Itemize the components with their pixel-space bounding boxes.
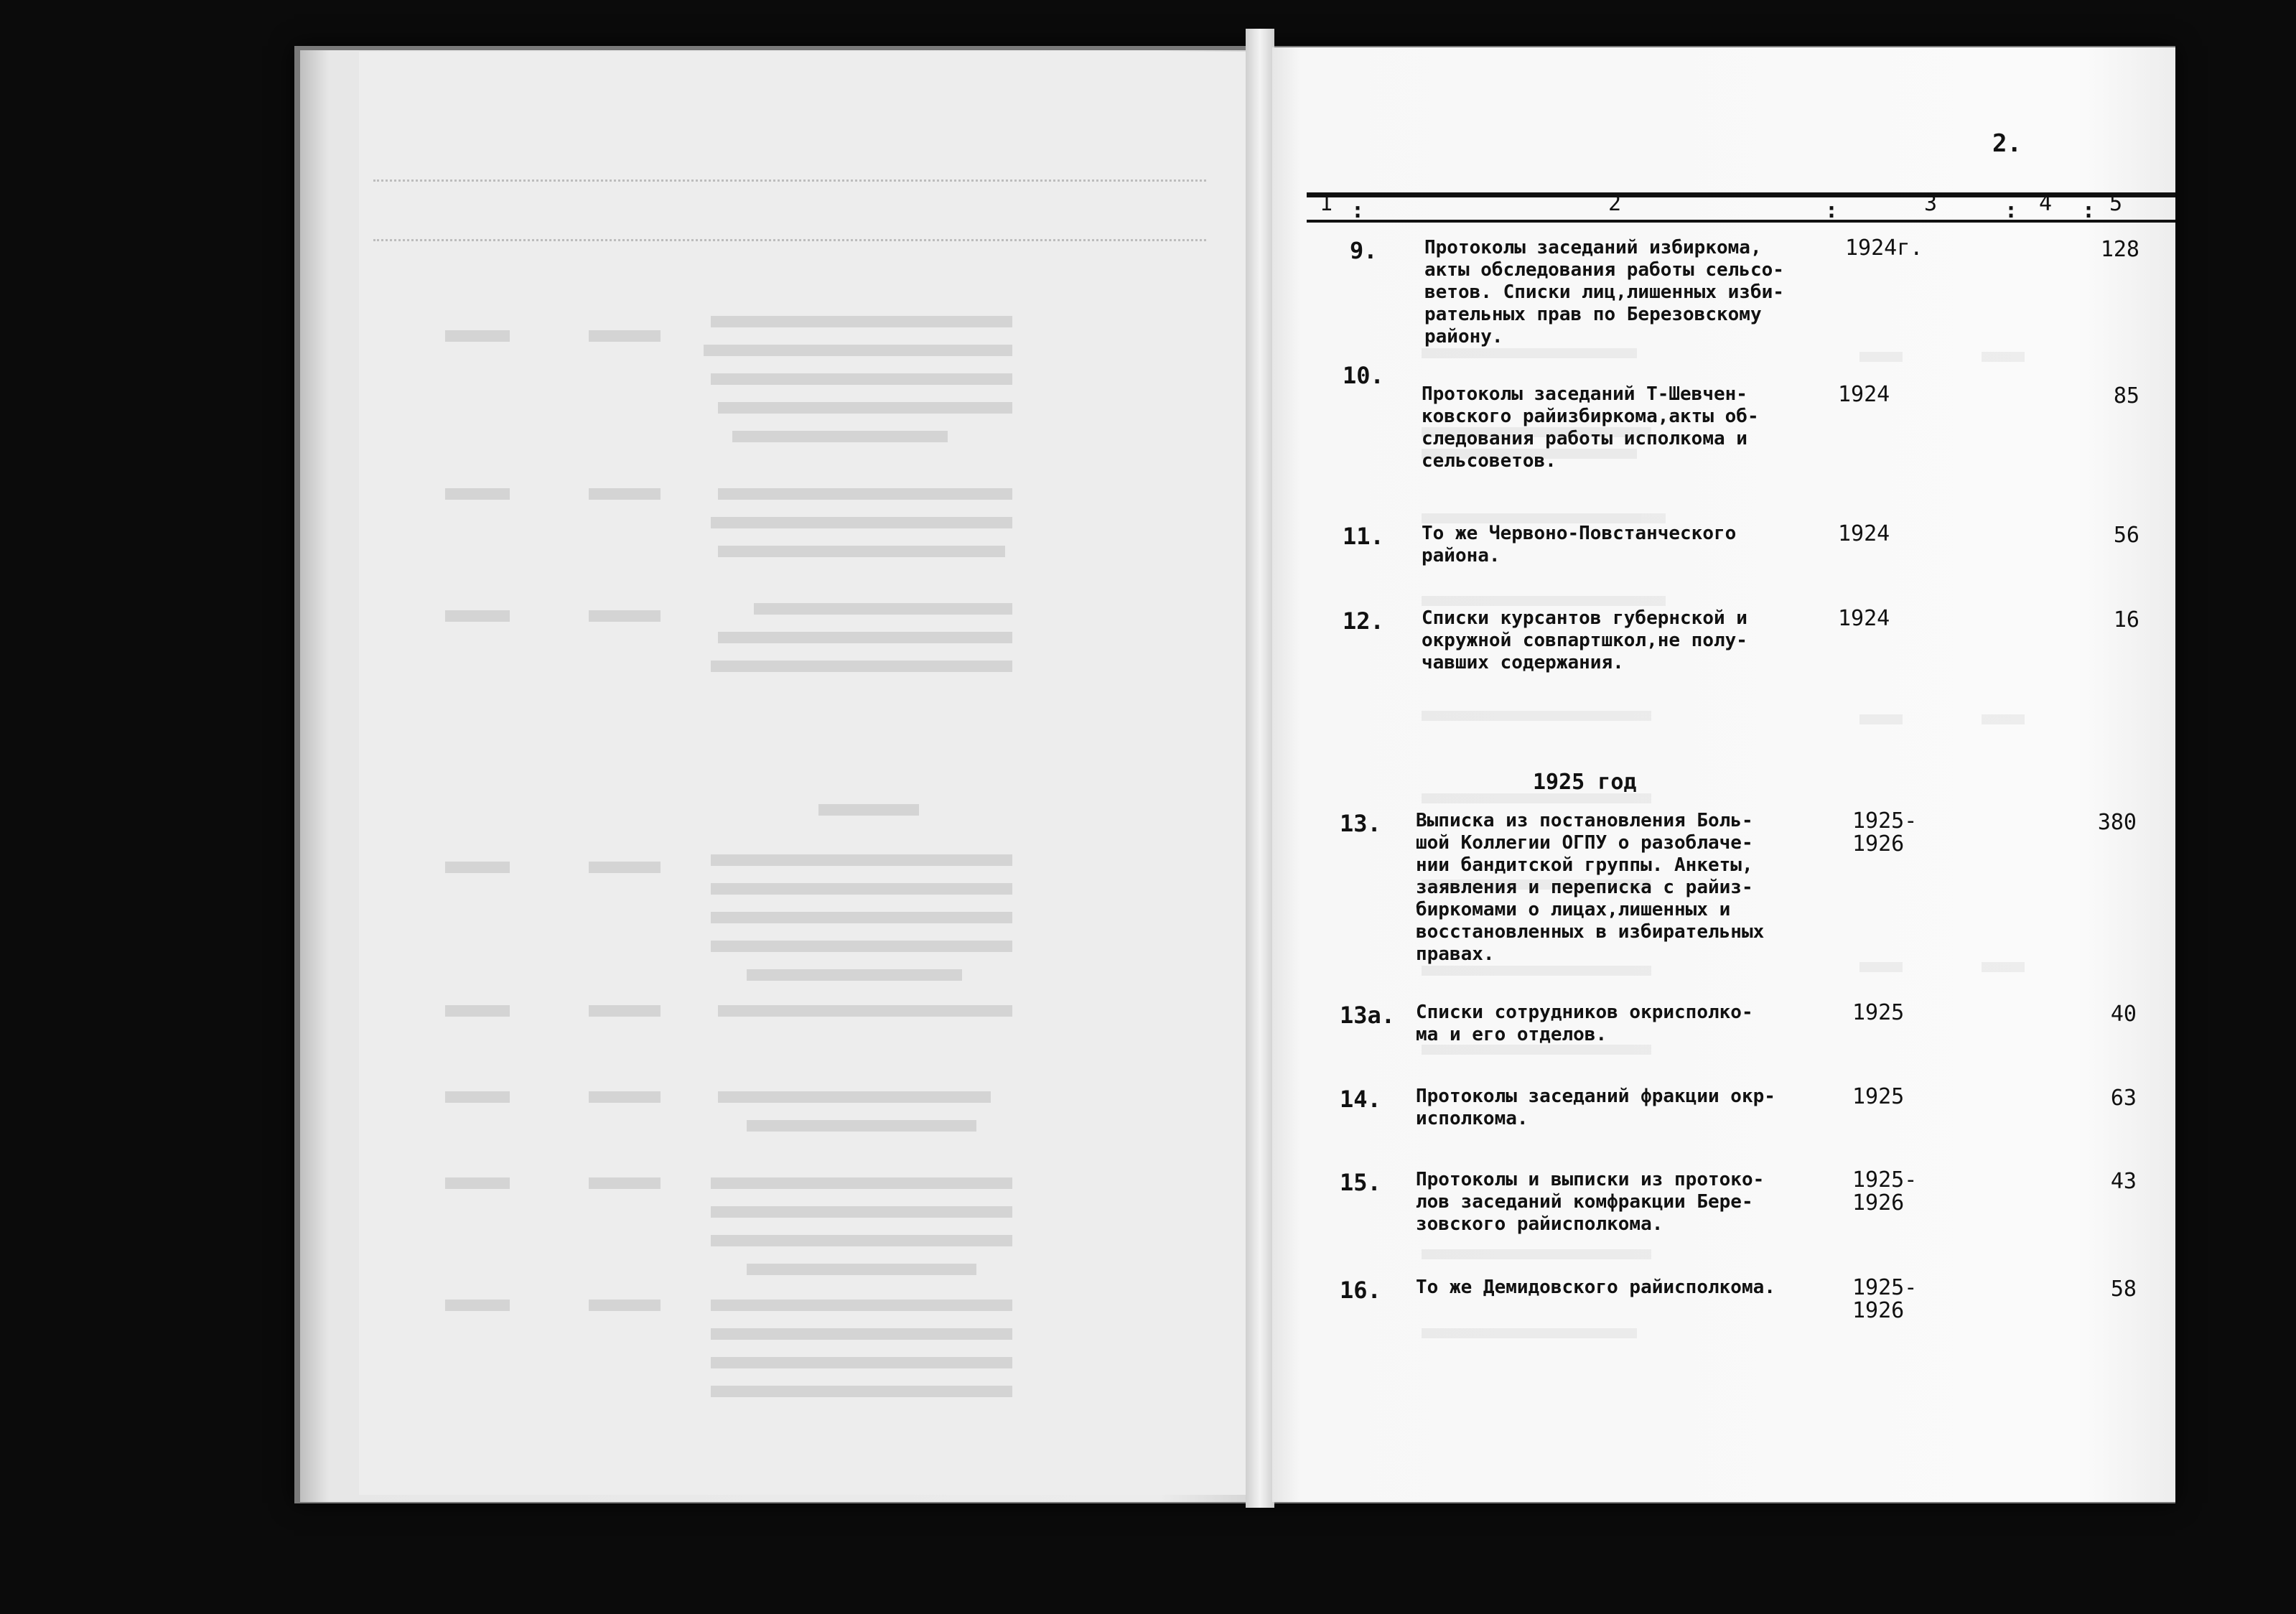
year-section-heading: 1925 год [1533, 770, 1637, 795]
entry-number: 16. [1340, 1277, 1381, 1304]
entry-sheet-count: 58 [2110, 1277, 2137, 1302]
entry-number: 15. [1340, 1169, 1381, 1196]
column-header-1: 1 [1320, 191, 1333, 216]
entry-years: 1925- 1926 [1852, 1167, 1918, 1216]
entry-number: 10. [1343, 362, 1384, 389]
entry-years: 1925 [1852, 1084, 1905, 1109]
entry-number: 13а. [1340, 1002, 1396, 1029]
entry-years: 1924 [1838, 521, 1890, 546]
column-header-2: 2 [1608, 191, 1622, 216]
entry-sheet-count: 85 [2113, 383, 2139, 409]
column-separator: : [2082, 198, 2096, 223]
entry-sheet-count: 16 [2113, 607, 2139, 633]
entry-title: То же Червоно-Повстанческого района. [1422, 523, 1737, 566]
entry-sheet-count: 63 [2110, 1086, 2137, 1111]
entry-years: 1925 [1852, 1000, 1905, 1025]
page-number: 2. [1992, 129, 2022, 158]
column-header-4: 4 [2039, 191, 2053, 216]
entry-title: Протоколы и выписки из протоко- лов заседаний комфракции Бере- зовского райисполкома. [1416, 1169, 1765, 1235]
column-separator: : [1825, 198, 1839, 223]
column-separator: : [2005, 198, 2018, 223]
entry-sheet-count: 43 [2110, 1169, 2137, 1194]
column-header-5: 5 [2109, 191, 2123, 216]
table-header-bottom-rule [1307, 220, 2175, 223]
entry-number: 14. [1340, 1086, 1381, 1113]
entry-number: 13. [1340, 810, 1381, 837]
entry-years: 1925- 1926 [1852, 808, 1918, 857]
entry-title: Протоколы заседаний Т-Шевчен- ковского райизбиркома,акты об- следования работы исполкома и сельсоветов. [1422, 383, 1759, 472]
entry-title: Списки сотрудников окрисполко- ма и его отделов. [1416, 1002, 1753, 1045]
entry-years: 1924г. [1845, 235, 1923, 261]
entry-number: 12. [1343, 607, 1384, 635]
column-header-3: 3 [1924, 191, 1938, 216]
entry-title: Протоколы заседаний фракции окр- исполкома. [1416, 1086, 1775, 1129]
entry-title: Списки курсантов губернской и окружной совпартшкол,не полу- чавших содержания. [1422, 607, 1747, 673]
entry-sheet-count: 380 [2097, 810, 2137, 835]
entry-sheet-count: 40 [2110, 1002, 2137, 1027]
entry-number: 9. [1350, 237, 1378, 264]
entry-sheet-count: 56 [2113, 523, 2139, 548]
entry-title: Протоколы заседаний избиркома, акты обследования работы сельсо- ветов. Списки лиц,лишенных изби- рательных прав по Березовскому району. [1424, 237, 1784, 347]
column-separator: : [1351, 198, 1365, 223]
entry-sheet-count: 128 [2100, 237, 2139, 262]
entry-years: 1925- 1926 [1852, 1275, 1918, 1323]
entry-title: То же Демидовского райисполкома. [1416, 1277, 1775, 1298]
entry-years: 1924 [1838, 606, 1890, 631]
entry-number: 11. [1343, 523, 1384, 550]
entry-years: 1924 [1838, 382, 1890, 407]
entry-title: Выписка из постановления Боль- шой Коллегии ОГПУ о разоблаче- нии бандитской группы. Анкеты, заявления и переписка с райиз- биркомами о лицах,лишенных и восстановленных в избирательных правах. [1416, 810, 1765, 965]
